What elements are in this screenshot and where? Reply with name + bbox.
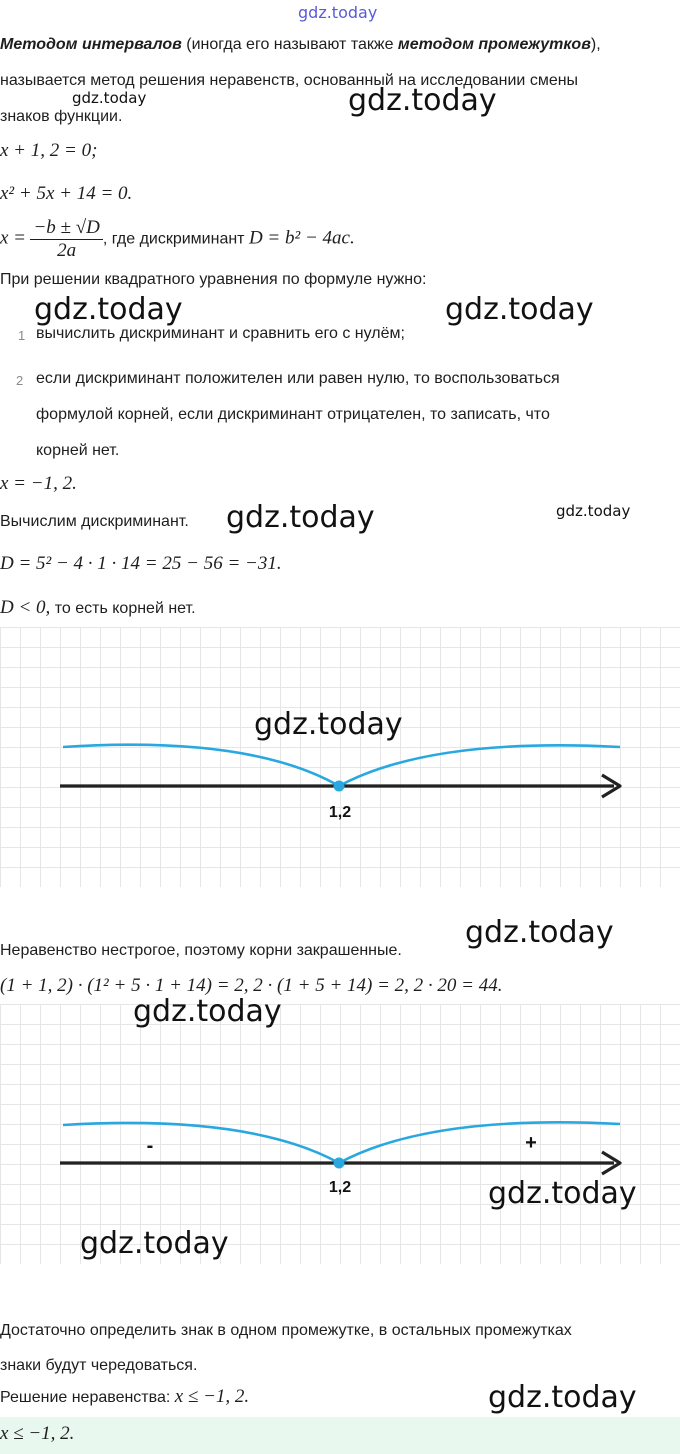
watermark: gdz.today bbox=[72, 89, 147, 107]
number-line-diagram-1 bbox=[0, 627, 680, 887]
sign-arc-left bbox=[63, 745, 339, 786]
watermark: gdz.today bbox=[465, 915, 614, 950]
step-number: 1 bbox=[18, 328, 26, 343]
intro-term-2: методом промежутков bbox=[397, 36, 591, 53]
answer-box bbox=[0, 1417, 680, 1454]
discriminant-calculation: D = 5² − 4 · 1 · 14 = 25 − 56 = −31. bbox=[0, 553, 282, 574]
step-number: 2 bbox=[16, 373, 24, 388]
formula-numerator: −b ± √D bbox=[30, 217, 102, 240]
minus-sign-label: - bbox=[146, 1135, 154, 1157]
step-2-line-2: формулой корней, если дискриминант отрицателен, то записать, что bbox=[36, 406, 550, 423]
watermark: gdz.today bbox=[133, 994, 282, 1029]
watermark: gdz.today bbox=[254, 707, 403, 742]
answer-value: x ≤ −1, 2. bbox=[0, 1423, 75, 1444]
check-calculation: (1 + 1, 2) · (1² + 5 · 1 + 14) = 2, 2 · (1 + 5 + 14) = 2, 2 · 20 = 44. bbox=[0, 975, 503, 996]
equation-linear: x + 1, 2 = 0; bbox=[0, 140, 98, 161]
intro-line-1: Методом интервалов (иногда его называют также методом промежутков), bbox=[0, 36, 601, 53]
step-1-line: вычислить дискриминант и сравнить его с нулём; bbox=[36, 325, 405, 342]
step-2-line-3: корней нет. bbox=[36, 442, 120, 459]
root-point-label: 1,2 bbox=[328, 804, 352, 821]
solution-line: Решение неравенства: x ≤ −1, 2. bbox=[0, 1386, 250, 1407]
number-line-svg-1 bbox=[0, 627, 680, 887]
alternation-line-1: Достаточно определить знак в одном промежутке, в остальных промежутках bbox=[0, 1322, 572, 1339]
header-watermark: gdz.today bbox=[298, 3, 378, 22]
intro-line-3: знаков функции. bbox=[0, 108, 123, 125]
formula-tail: , где дискриминант bbox=[102, 230, 249, 248]
plus-sign-label: + bbox=[525, 1132, 537, 1154]
quadratic-formula bbox=[0, 217, 355, 262]
root-point-label: 1,2 bbox=[328, 1179, 352, 1196]
watermark: gdz.today bbox=[34, 292, 183, 327]
sign-arc-right bbox=[339, 745, 620, 786]
equation-quadratic: x² + 5x + 14 = 0. bbox=[0, 183, 133, 204]
watermark: gdz.today bbox=[226, 500, 375, 535]
watermark: gdz.today bbox=[488, 1380, 637, 1415]
root-point bbox=[334, 781, 345, 792]
alternation-line-2: знаки будут чередоваться. bbox=[0, 1357, 198, 1374]
rule-intro: При решении квадратного уравнения по формуле нужно: bbox=[0, 271, 427, 288]
root-point bbox=[334, 1158, 345, 1169]
watermark: gdz.today bbox=[488, 1176, 637, 1211]
number-line-diagram-2 bbox=[0, 994, 680, 1264]
watermark: gdz.today bbox=[348, 83, 497, 118]
intro-line-2: называется метод решения неравенств, основанный на исследовании смены bbox=[0, 72, 579, 89]
nonstrict-note: Неравенство нестрогое, поэтому корни закрашенные. bbox=[0, 942, 402, 959]
discriminant-result: D < 0, то есть корней нет. bbox=[0, 597, 196, 618]
intro-term-1: Методом интервалов bbox=[0, 36, 182, 53]
watermark: gdz.today bbox=[80, 1226, 229, 1261]
sign-arc-left bbox=[63, 1123, 339, 1163]
formula-denominator: 2a bbox=[57, 240, 77, 261]
compute-discriminant: Вычислим дискриминант. bbox=[0, 513, 189, 530]
formula-lhs: x = bbox=[0, 227, 27, 249]
discriminant-formula: D = b² − 4ac. bbox=[248, 227, 355, 249]
sign-arc-right bbox=[339, 1122, 620, 1163]
watermark: gdz.today bbox=[445, 292, 594, 327]
step-2-line-1: если дискриминант положителен или равен нулю, то воспользоваться bbox=[36, 370, 560, 387]
root-value: x = −1, 2. bbox=[0, 473, 77, 494]
formula-fraction bbox=[30, 217, 102, 262]
watermark: gdz.today bbox=[556, 502, 631, 520]
number-line-svg-2 bbox=[0, 1004, 680, 1264]
